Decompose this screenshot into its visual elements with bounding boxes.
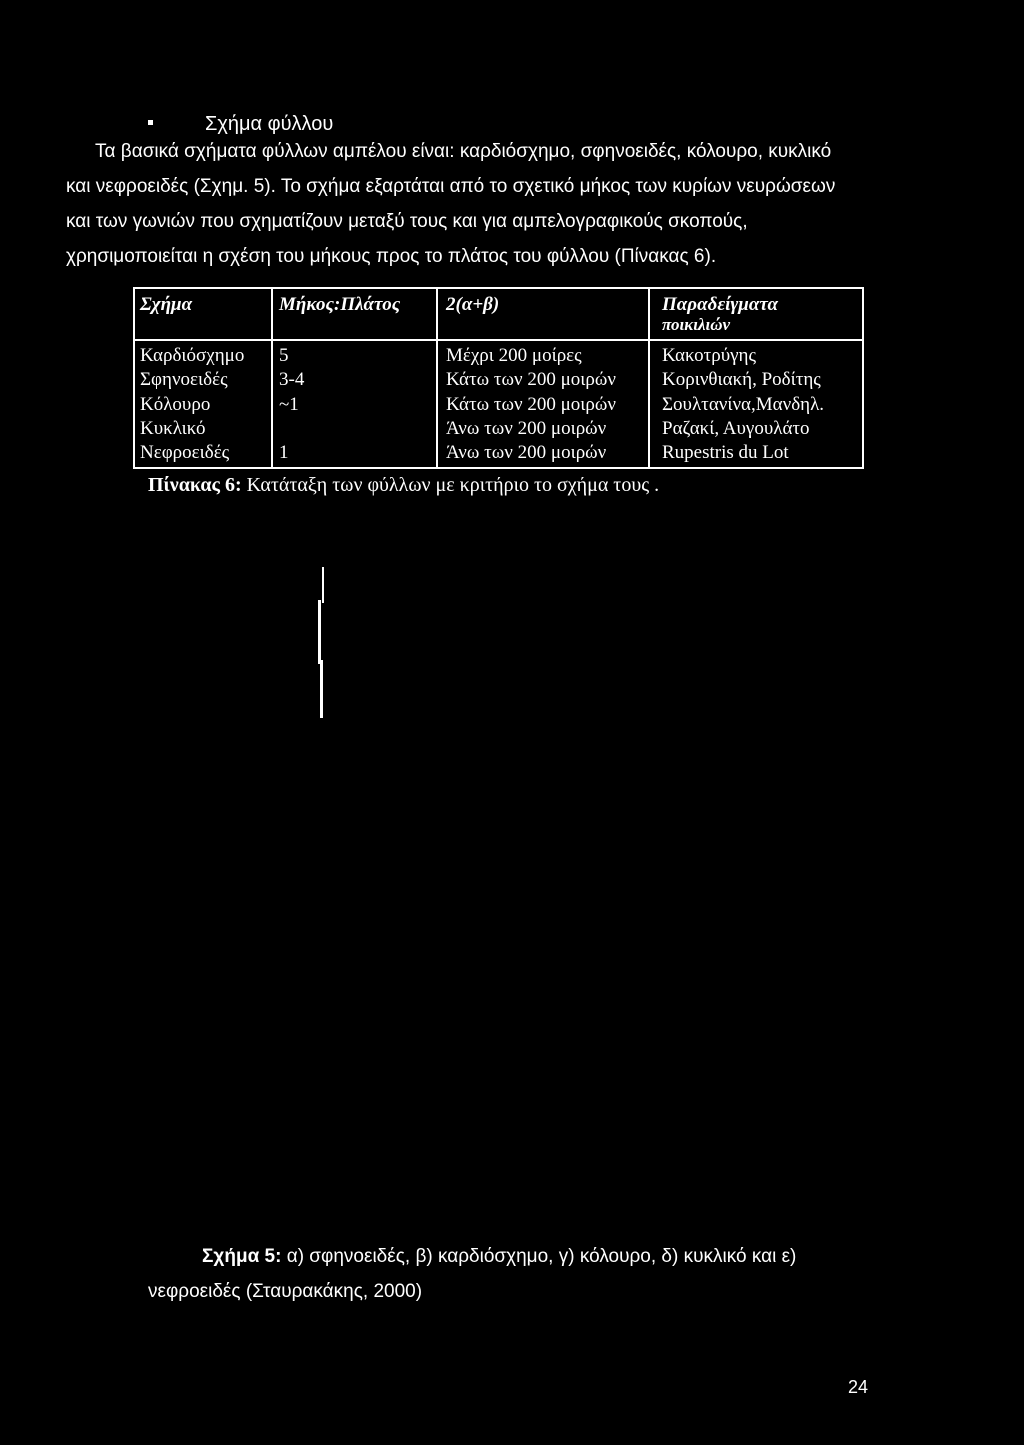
figure-mark <box>322 567 324 603</box>
table-cell-angle: Άνω των 200 μοιρών <box>446 442 607 463</box>
table-border-left <box>133 287 135 468</box>
table-header-ratio: Μήκος:Πλάτος <box>279 294 401 315</box>
table-cell-ratio: 5 <box>279 345 289 366</box>
table-cell-angle: Κάτω των 200 μοιρών <box>446 369 616 390</box>
table-cell-examples: Ραζακί, Αυγουλάτο <box>662 418 810 439</box>
section-heading <box>148 113 333 136</box>
table-column-divider <box>436 287 438 468</box>
table-column-divider <box>648 287 650 468</box>
paragraph-line-3: και των γωνιών που σχηματίζουν μεταξύ τους και για αμπελογραφικούς σκοπούς, <box>66 211 748 232</box>
table-header-divider <box>133 339 864 341</box>
table-border-bottom <box>133 467 864 469</box>
table-cell-examples: Rupestris du Lot <box>662 442 789 463</box>
figure-caption-line-1 <box>202 1246 796 1268</box>
figure-caption-label: Σχήμα 5: <box>202 1246 282 1267</box>
table-cell-shape: Νεφροειδές <box>140 442 230 463</box>
table-column-divider <box>271 287 273 468</box>
table-cell-shape: Καρδιόσχημο <box>140 345 245 366</box>
figure-caption-line-2: νεφροειδές (Σταυρακάκης, 2000) <box>148 1281 423 1302</box>
table-header-examples-line2: ποικιλιών <box>662 315 731 334</box>
table-cell-ratio: ~1 <box>279 394 299 415</box>
table-caption <box>148 474 659 497</box>
section-heading-text: Σχήμα φύλλου <box>205 113 334 135</box>
table-cell-ratio: 3-4 <box>279 369 305 390</box>
table-cell-examples: Κακοτρύγης <box>662 345 757 366</box>
table-cell-angle: Άνω των 200 μοιρών <box>446 418 607 439</box>
paragraph-line-2: και νεφροειδές (Σχημ. 5). Το σχήμα εξαρτάται από το σχετικό μήκος των κυρίων νευρώσεων <box>66 176 836 197</box>
table-border-top <box>133 287 864 289</box>
table-cell-shape: Σφηνοειδές <box>140 369 228 390</box>
table-cell-shape: Κυκλικό <box>140 418 206 439</box>
figure-mark <box>320 660 323 718</box>
table-caption-text: Κατάταξη των φύλλων με κριτήριο το σχήμα τους . <box>241 474 660 496</box>
bullet-icon <box>148 120 153 125</box>
table-cell-examples: Σουλτανίνα,Μανδηλ. <box>662 394 825 415</box>
figure-mark <box>318 600 321 664</box>
table-header-shape: Σχήμα <box>140 294 193 315</box>
figure-caption-text: α) σφηνοειδές, β) καρδιόσχημο, γ) κόλουρο, δ) κυκλικό και ε) <box>281 1246 797 1267</box>
table-cell-shape: Κόλουρο <box>140 394 211 415</box>
table-header-angle: 2(α+β) <box>446 294 500 315</box>
table-border-right <box>862 287 864 468</box>
paragraph-line-1: Τα βασικά σχήματα φύλλων αμπέλου είναι: καρδιόσχημο, σφηνοειδές, κόλουρο, κυκλικό <box>95 141 832 162</box>
table-cell-angle: Κάτω των 200 μοιρών <box>446 394 616 415</box>
table-cell-examples: Κορινθιακή, Ροδίτης <box>662 369 821 390</box>
paragraph-line-4: χρησιμοποιείται η σχέση του μήκους προς το πλάτος του φύλλου (Πίνακας 6). <box>66 246 717 267</box>
table-caption-label: Πίνακας 6: <box>148 474 242 496</box>
table-cell-ratio: 1 <box>279 442 289 463</box>
page-number: 24 <box>848 1377 869 1397</box>
table-cell-angle: Μέχρι 200 μοίρες <box>446 345 582 366</box>
table-header-examples: Παραδείγματα <box>662 294 779 315</box>
